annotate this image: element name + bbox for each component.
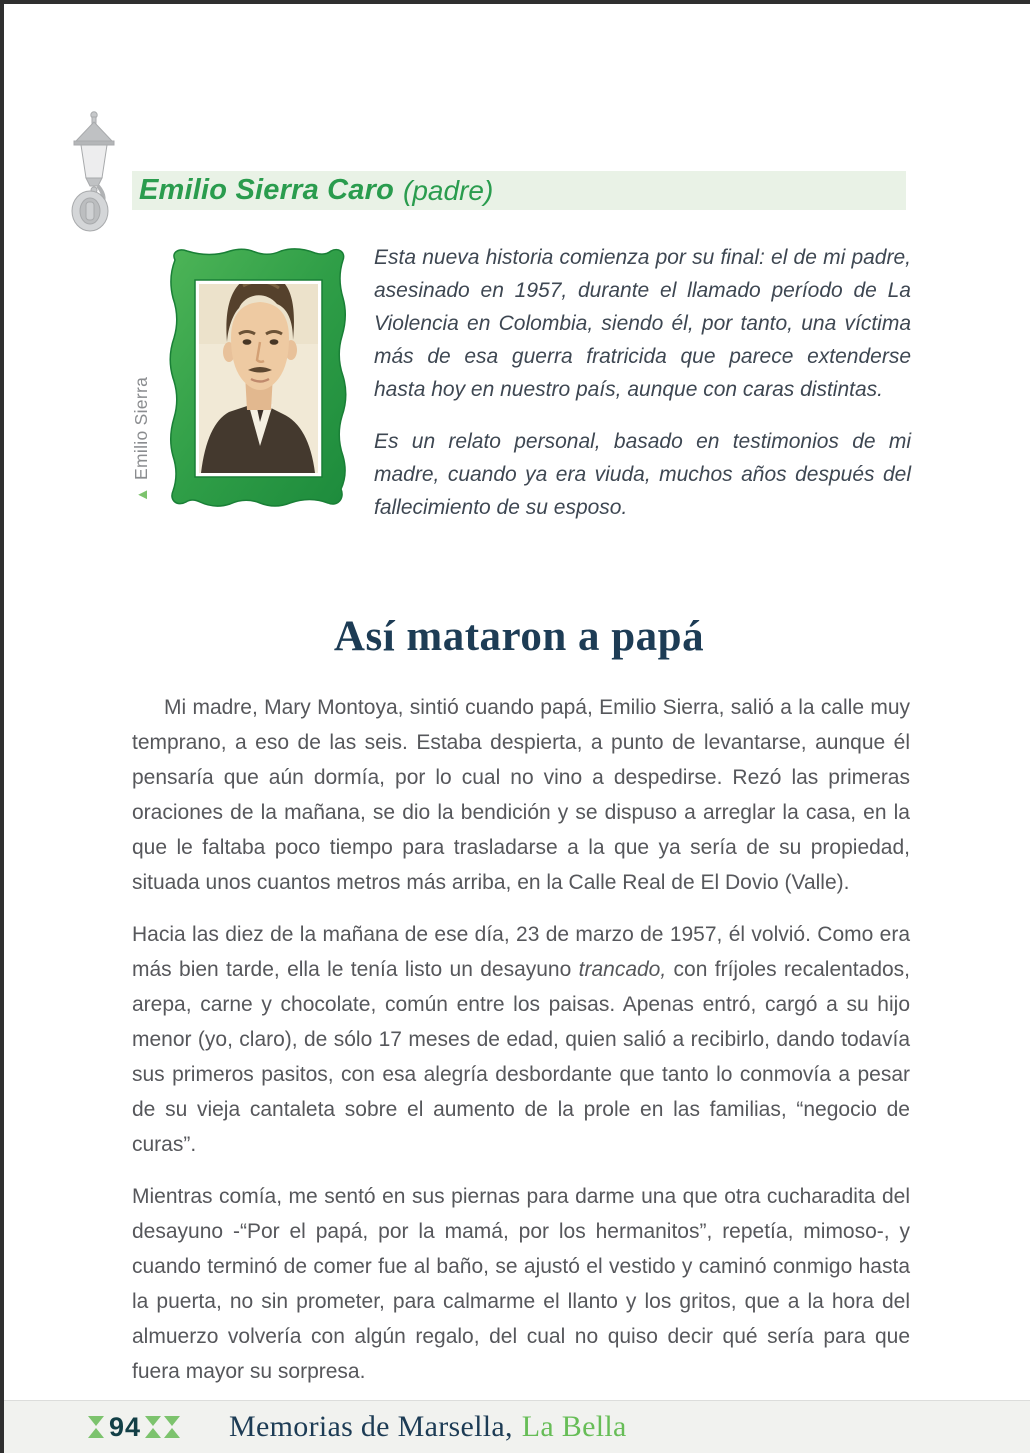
section-title: Emilio Sierra Caro <box>139 174 395 206</box>
chapter-title: Así mataron a papá <box>333 613 705 660</box>
section-header-bar <box>132 171 906 210</box>
wall-lantern-icon <box>60 108 128 238</box>
intro-paragraph: Esta nueva historia comienza por su final: el de mi padre, asesinado en 1957, durante el llamado período de La Violencia en Colombia, siendo él, por tanto, una víctima más de esa guerra fratricida que parece extenderse hasta hoy en nuestro país, aunque con caras distintas. <box>374 246 911 401</box>
intro-paragraphs <box>374 241 911 543</box>
hourglass-ornament-icon <box>145 1416 162 1438</box>
hourglass-ornament-icon <box>164 1416 181 1438</box>
hourglass-ornament-icon <box>88 1416 105 1438</box>
body-paragraph <box>132 690 910 900</box>
body-text-italic: trancado, <box>578 958 667 981</box>
body-text-run: con fríjoles recalentados, arepa, carne y chocolate, común entre los paisas. Apenas entró, cargó a su hijo menor (yo, claro), de sólo 17 meses de edad, quien salió a recibirlo, dando todavía sus primeros pasitos, con esa alegría desbordante que tanto lo conmovía a pesar de su vieja cantaleta sobre el aumento de la prole en las familias, “negocio de curas”. <box>132 958 911 1156</box>
book-title-main: Memorias de Marsella, <box>229 1410 513 1443</box>
body-text-run: Mi madre, Mary Montoya, sintió cuando papá, Emilio Sierra, salió a la calle muy temprano, a eso de las seis. Estaba despierta, a punto de levantarse, aunque él pensaría que aún dormía, por lo cual no vino a despedirse. Rezó las primeras oraciones de la mañana, se dio la bendición y se dispuso a arreglar la casa, en la que le faltaba poco tiempo para trasladarse a la que ya sería de su propiedad, situada unos cuantos metros más arriba, en la Calle Real de El Dovio (Valle). <box>132 696 910 894</box>
body-paragraph <box>132 917 910 1162</box>
triangle-up-icon: ▲ <box>134 486 152 502</box>
body-text-run: Mientras comía, me sentó en sus piernas para darme una que otra cucharadita del desayuno -“Por el papá, por la mamá, por los hermanitos”, repetía, mimoso-, y cuando terminó de comer fue al baño, se ajustó el vestido y caminó conmigo hasta la puerta, no sin prometer, para calmarme el llanto y los gritos, que a la hora del almuerzo volvería con algún regalo, del cual no quiso decir qué sería para que fuera mayor su sorpresa. <box>132 1185 910 1383</box>
page-footer <box>4 1400 1030 1453</box>
page-number-group <box>88 1412 181 1443</box>
body-paragraphs <box>132 690 910 1406</box>
photo-caption <box>120 360 164 518</box>
book-title-subtitle: La Bella <box>521 1410 627 1443</box>
portrait-photo <box>165 246 352 510</box>
body-paragraph <box>132 1179 910 1389</box>
intro-paragraph: Es un relato personal, basado en testimonios de mi madre, cuando ya era viuda, muchos años después del fallecimiento de su esposo. <box>374 430 911 519</box>
page-number: 94 <box>109 1411 142 1442</box>
section-title-suffix: (padre) <box>403 174 494 206</box>
book-title <box>229 1410 627 1444</box>
photo-caption-text: Emilio Sierra <box>131 376 152 480</box>
body-text-run: Hacia las diez de la mañana de ese día, 23 de marzo de 1957, él volvió. Como era más bien tarde, ella le tenía listo un desayuno <box>132 923 910 981</box>
